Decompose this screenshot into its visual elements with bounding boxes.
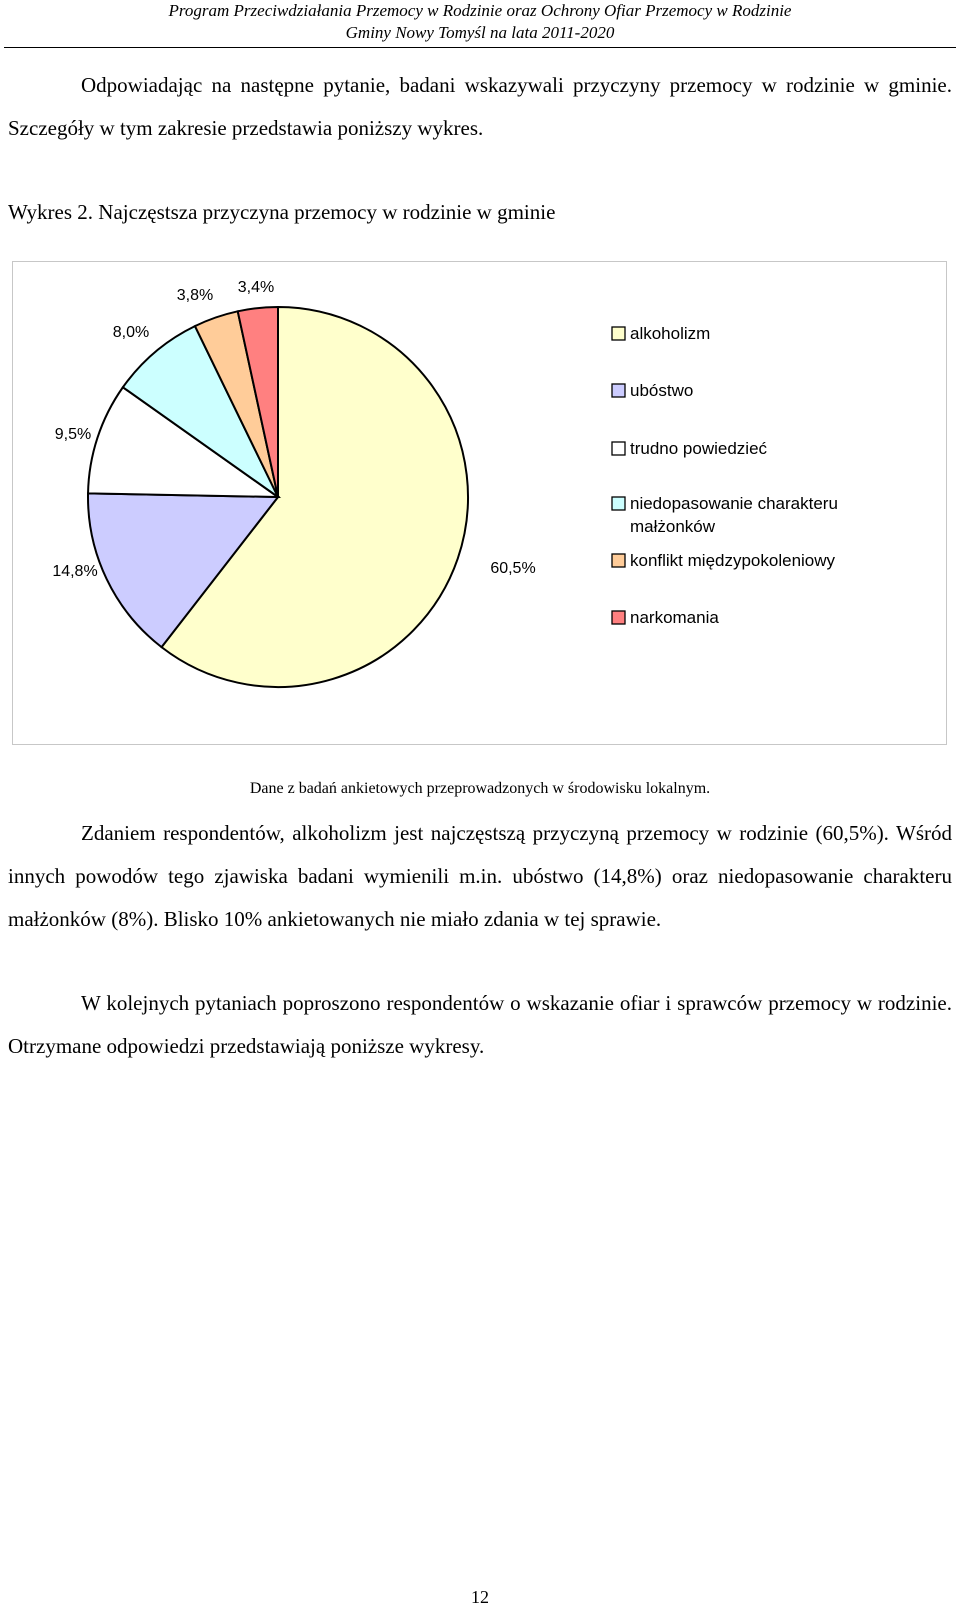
data-label-konflikt-miedzypokoleniowy: 3,8% xyxy=(176,287,214,304)
legend-swatch-narkomania xyxy=(612,611,625,624)
legend-swatch-niedopasowanie-charakteru-malzonkow xyxy=(612,497,625,510)
page-number: 12 xyxy=(471,1587,489,1607)
data-label-trudno-powiedziec: 9,5% xyxy=(54,426,92,443)
figure-caption: Wykres 2. Najczęstsza przyczyna przemocy w rodzinie w gminie xyxy=(8,200,556,224)
legend-label-konflikt-miedzypokoleniowy: konflikt międzypokoleniowy xyxy=(630,551,836,570)
legend-swatch-trudno-powiedziec xyxy=(612,442,625,455)
legend-swatch-alkoholizm xyxy=(612,327,625,340)
legend-label-niedopasowanie-charakteru-malzonkow: niedopasowanie charakteru małżonków xyxy=(630,494,838,536)
header-line-1: Program Przeciwdziałania Przemocy w Rodzinie oraz Ochrony Ofiar Przemocy w Rodzinie xyxy=(168,1,792,20)
data-label-niedopasowanie-charakteru-malzonkow: 8,0% xyxy=(112,324,150,341)
header-line-2: Gminy Nowy Tomyśl na lata 2011-2020 xyxy=(345,23,615,42)
data-label-narkomania: 3,4% xyxy=(237,279,275,296)
legend-label-ubostwo: ubóstwo xyxy=(630,381,694,400)
legend-label-narkomania: narkomania xyxy=(630,608,719,627)
legend-label-trudno-powiedziec: trudno powiedzieć xyxy=(630,439,768,458)
legend-swatch-ubostwo xyxy=(612,384,625,397)
pie-chart xyxy=(13,262,946,744)
page-header xyxy=(0,0,960,44)
header-rule xyxy=(4,47,956,48)
chart-area xyxy=(12,261,947,745)
source-note: Dane z badań ankietowych przeprowadzonych w środowisku lokalnym. xyxy=(249,780,711,797)
legend-label-alkoholizm: alkoholizm xyxy=(630,324,711,343)
intro-paragraph: Odpowiadając na następne pytanie, badani wskazywali przyczyny przemocy w rodzinie w gminie. Szczegóły w tym zakresie przedstawia poniższy wykres. xyxy=(8,73,952,140)
body-paragraph-2: W kolejnych pytaniach poproszono respondentów o wskazanie ofiar i sprawców przemocy w rodzinie. Otrzymane odpowiedzi przedstawiają poniższe wykresy. xyxy=(8,991,952,1058)
body-paragraph-1: Zdaniem respondentów, alkoholizm jest najczęstszą przyczyną przemocy w rodzinie (60,5%). Wśród innych powodów tego zjawiska badani wymienili m.in. ubóstwo (14,8%) oraz niedopasowanie charakteru małżonków (8%). Blisko 10% ankietowanych nie miało zdania w tej sprawie. xyxy=(8,821,952,931)
data-label-alkoholizm: 60,5% xyxy=(490,560,536,577)
legend-swatch-konflikt-miedzypokoleniowy xyxy=(612,554,625,567)
data-label-ubostwo: 14,8% xyxy=(52,563,98,580)
